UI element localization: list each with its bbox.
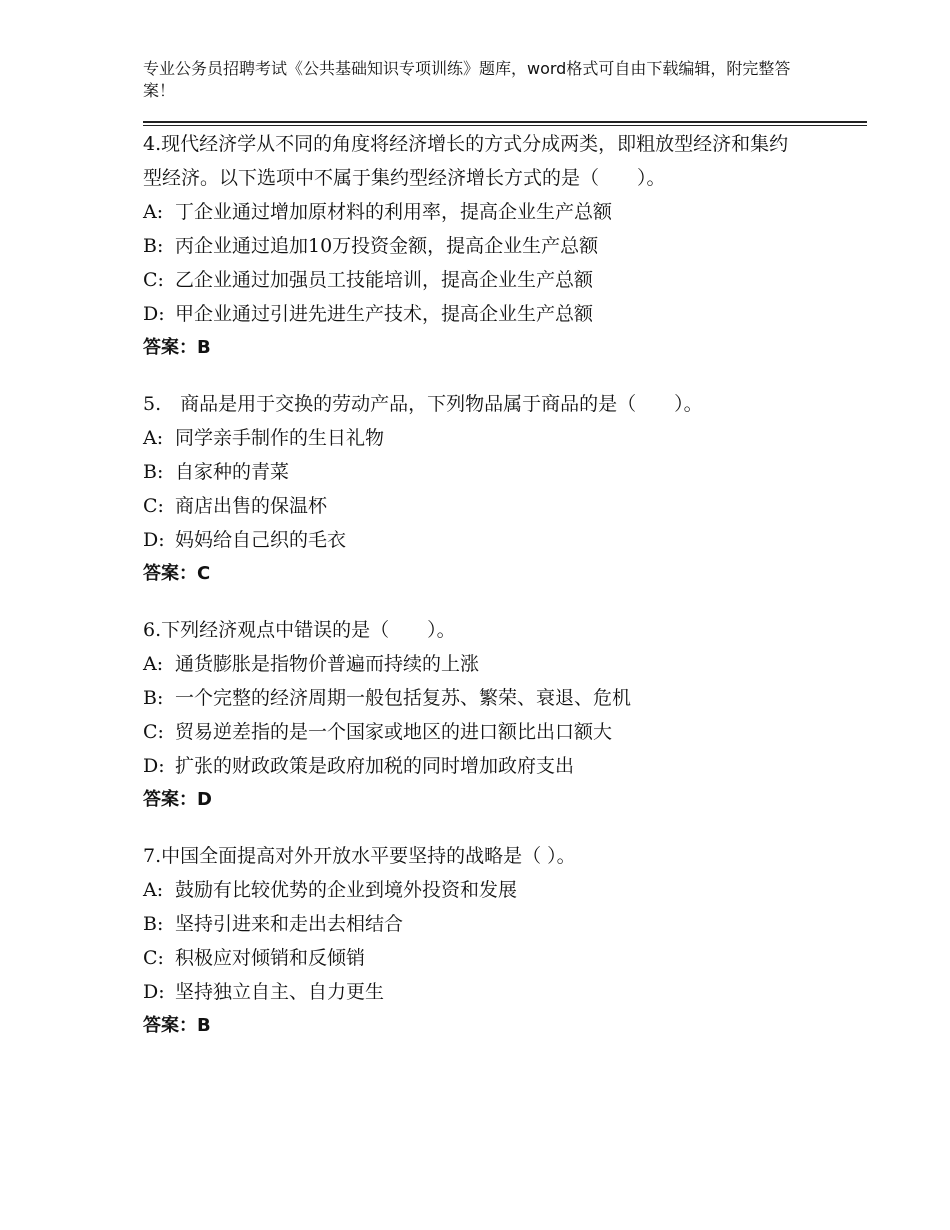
option-text: 乙企业通过加强员工技能培训，提高企业生产总额: [175, 269, 594, 291]
question-7: [143, 839, 823, 1043]
option-c: [143, 715, 823, 749]
question-list: [143, 127, 823, 1065]
option-text: 丙企业通过追加10万投资金额，提高企业生产总额: [175, 235, 599, 257]
header-divider-thick: [143, 121, 867, 123]
option-text: 一个完整的经济周期一般包括复苏、繁荣、衰退、危机: [175, 687, 632, 709]
option-prefix: B:: [143, 461, 164, 483]
option-text: 鼓励有比较优势的企业到境外投资和发展: [175, 879, 518, 901]
option-prefix: D:: [143, 529, 165, 551]
option-prefix: C:: [143, 947, 164, 969]
option-prefix: A:: [143, 653, 164, 675]
option-prefix: D:: [143, 981, 165, 1003]
option-text: 商店出售的保温杯: [175, 495, 328, 517]
question-6: [143, 613, 823, 817]
option-text: 通货膨胀是指物价普遍而持续的上涨: [175, 653, 480, 675]
option-text: 丁企业通过增加原材料的利用率，提高企业生产总额: [175, 201, 613, 223]
option-prefix: D:: [143, 303, 165, 325]
answer-line: 答案：D: [143, 789, 212, 810]
option-a: [143, 647, 823, 681]
option-b: [143, 907, 823, 941]
option-prefix: B:: [143, 235, 164, 257]
option-b: [143, 455, 823, 489]
option-c: [143, 263, 823, 297]
option-prefix: C:: [143, 495, 164, 517]
option-b: [143, 681, 823, 715]
answer-line: 答案：B: [143, 337, 211, 358]
option-prefix: C:: [143, 269, 164, 291]
question-stem: 7.中国全面提高对外开放水平要坚持的战略是（ ）。: [143, 845, 576, 867]
option-text: 自家种的青菜: [175, 461, 290, 483]
option-prefix: A:: [143, 427, 164, 449]
option-a: [143, 421, 823, 455]
answer-line: 答案：C: [143, 563, 211, 584]
option-text: 坚持独立自主、自力更生: [175, 981, 385, 1003]
option-text: 妈妈给自己织的毛衣: [175, 529, 347, 551]
option-c: [143, 489, 823, 523]
option-text: 积极应对倾销和反倾销: [175, 947, 366, 969]
option-b: [143, 229, 823, 263]
option-text: 坚持引进来和走出去相结合: [175, 913, 404, 935]
option-prefix: B:: [143, 687, 164, 709]
answer-line: 答案：B: [143, 1015, 211, 1036]
option-text: 扩张的财政政策是政府加税的同时增加政府支出: [175, 755, 575, 777]
question-stem: 5. 商品是用于交换的劳动产品，下列物品属于商品的是（ ）。: [143, 393, 703, 415]
option-a: [143, 195, 823, 229]
option-c: [143, 941, 823, 975]
page-header: 专业公务员招聘考试《公共基础知识专项训练》题库，word格式可自由下载编辑，附完整答案！: [143, 59, 791, 100]
option-prefix: C:: [143, 721, 164, 743]
option-prefix: D:: [143, 755, 165, 777]
question-5: [143, 387, 823, 591]
option-d: [143, 749, 823, 783]
option-text: 同学亲手制作的生日礼物: [175, 427, 385, 449]
option-a: [143, 873, 823, 907]
header-divider-thin: [143, 125, 867, 126]
question-4: [143, 127, 823, 365]
question-stem: 6.下列经济观点中错误的是（ ）。: [143, 619, 456, 641]
option-d: [143, 523, 823, 557]
option-text: 贸易逆差指的是一个国家或地区的进口额比出口额大: [175, 721, 613, 743]
option-d: [143, 975, 823, 1009]
option-text: 甲企业通过引进先进生产技术，提高企业生产总额: [175, 303, 594, 325]
option-prefix: A:: [143, 201, 164, 223]
option-d: [143, 297, 823, 331]
question-stem: 4.现代经济学从不同的角度将经济增长的方式分成两类，即粗放型经济和集约型经济。以下选项中不属于集约型经济增长方式的是（ ）。: [143, 133, 789, 189]
option-prefix: A:: [143, 879, 164, 901]
option-prefix: B:: [143, 913, 164, 935]
